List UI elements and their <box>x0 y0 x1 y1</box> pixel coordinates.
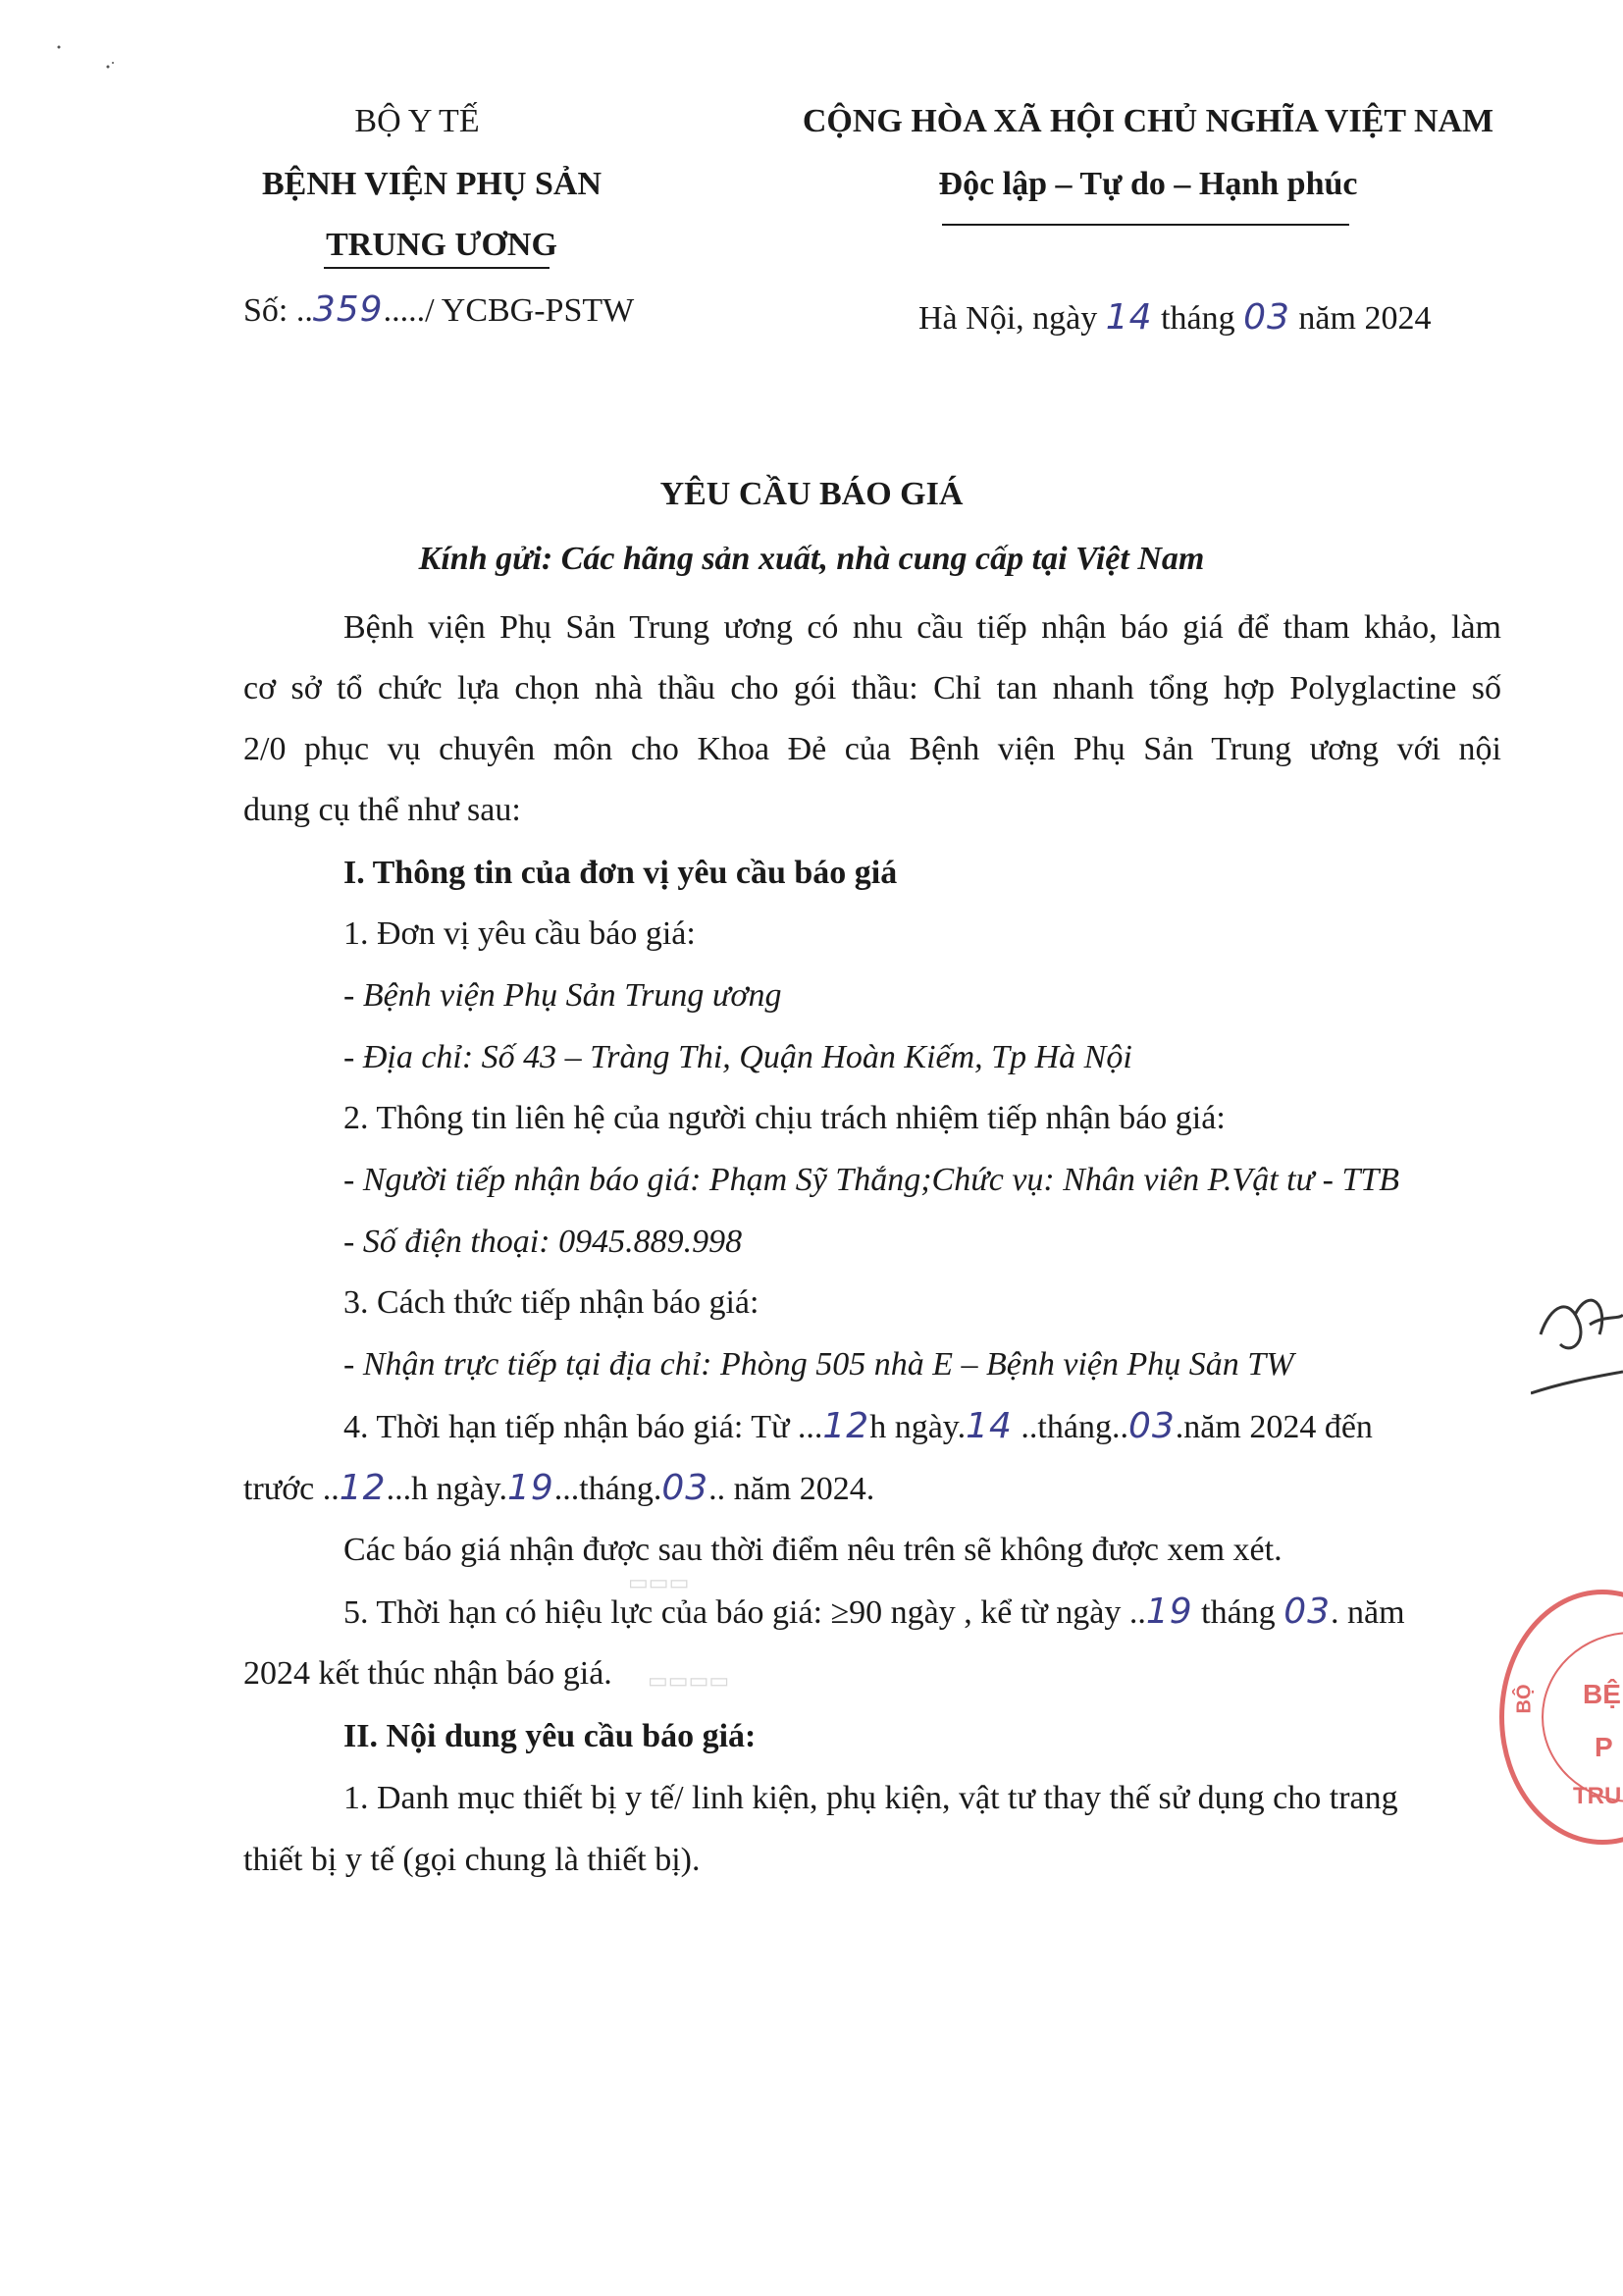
item4-text-2: h ngày. <box>869 1409 967 1445</box>
hospital-stamp <box>1499 1590 1623 1845</box>
document-number <box>243 290 634 331</box>
item5-text-3: . năm <box>1331 1594 1405 1631</box>
signature-mark <box>1531 1276 1623 1427</box>
section1-item4-line2 <box>243 1469 874 1509</box>
intro-line-1: Bệnh viện Phụ Sản Trung ương có nhu cầu tiếp nhận báo giá để tham khảo, làm <box>343 609 1501 646</box>
item5-text-1: 5. Thời hạn có hiệu lực của báo giá: ≥90 ngày , kể từ ngày .. <box>343 1594 1146 1631</box>
section2-item1-line1: 1. Danh mục thiết bị y tế/ linh kiện, phụ kiện, vật tư thay thế sử dụng cho trang <box>343 1780 1398 1816</box>
section1-item1-name: - Bệnh viện Phụ Sản Trung ương <box>343 977 782 1014</box>
item4-month-from: 03 <box>1127 1406 1176 1446</box>
stamp-text-top: BỆ <box>1583 1679 1621 1709</box>
item4-text-1: 4. Thời hạn tiếp nhận báo giá: Từ ... <box>343 1409 823 1445</box>
nation-motto: Độc lập – Tự do – Hạnh phúc <box>938 166 1358 202</box>
date-month: 03 <box>1243 297 1290 338</box>
item4-day-to: 19 <box>506 1468 554 1508</box>
document-date <box>918 298 1431 339</box>
number-handwritten: 359 <box>312 289 384 330</box>
section2-item1-line2: thiết bị y tế (gọi chung là thiết bị). <box>243 1842 701 1878</box>
number-prefix: Số: .. <box>243 292 313 329</box>
item4-month-to: 03 <box>661 1468 709 1508</box>
show-through-mark-2: ▭▭▭▭ <box>648 1668 730 1693</box>
hospital-name-line2: TRUNG ƯƠNG <box>326 227 557 263</box>
stamp-text-side: BỘ <box>1513 1684 1536 1714</box>
section1-item2: 2. Thông tin liên hệ của người chịu trách nhiệm tiếp nhận báo giá: <box>343 1100 1226 1136</box>
show-through-mark: ▭▭▭ <box>628 1570 690 1594</box>
item4-day-from: 14 <box>966 1406 1013 1446</box>
section2-heading: II. Nội dung yêu cầu báo giá: <box>343 1718 757 1754</box>
item4-text-8: .. năm 2024. <box>708 1471 875 1507</box>
section1-item2-person: - Người tiếp nhận báo giá: Phạm Sỹ Thắng;Chức vụ: Nhân viên P.Vật tư - TTB <box>343 1162 1400 1198</box>
item5-month: 03 <box>1283 1592 1331 1632</box>
section1-item1: 1. Đơn vị yêu cầu báo giá: <box>343 915 696 952</box>
item5-day: 19 <box>1145 1592 1193 1632</box>
section1-item3-method: - Nhận trực tiếp tại địa chỉ: Phòng 505 nhà E – Bệnh viện Phụ Sản TW <box>343 1346 1294 1383</box>
intro-line-2: cơ sở tổ chức lựa chọn nhà thầu cho gói thầu: Chỉ tan nhanh tổng hợp Polyglactine số <box>243 670 1501 706</box>
section1-item4-line1 <box>343 1407 1501 1447</box>
recipient-line: Kính gửi: Các hãng sản xuất, nhà cung cấp tại Việt Nam <box>418 541 1205 577</box>
item4-text-5: trước .. <box>243 1471 340 1507</box>
item4-text-6: ...h ngày. <box>386 1471 507 1507</box>
hospital-name-line1: BỆNH VIỆN PHỤ SẢN <box>261 166 602 202</box>
item4-text-3: ..tháng.. <box>1012 1409 1128 1445</box>
date-year: năm 2024 <box>1289 300 1432 337</box>
signature-stroke <box>1531 1276 1623 1423</box>
section1-item5-line2: 2024 kết thúc nhận báo giá. <box>243 1655 612 1692</box>
intro-line-4: dung cụ thể như sau: <box>243 792 521 828</box>
section1-heading: I. Thông tin của đơn vị yêu cầu báo giá <box>343 855 898 891</box>
section1-item4-note: Các báo giá nhận được sau thời điểm nêu trên sẽ không được xem xét. <box>343 1532 1283 1568</box>
nation-title: CỘNG HÒA XÃ HỘI CHỦ NGHĨA VIỆT NAM <box>802 103 1494 139</box>
item4-hour-to: 12 <box>339 1468 387 1508</box>
motto-underline <box>942 224 1349 226</box>
item4-hour-from: 12 <box>822 1406 870 1446</box>
ministry-name: BỘ Y TẾ <box>354 103 480 139</box>
intro-line-3: 2/0 phục vụ chuyên môn cho Khoa Đẻ của Bệnh viện Phụ Sản Trung ương với nội <box>243 731 1501 767</box>
date-day: 14 <box>1105 297 1153 338</box>
item4-text-7: ...tháng. <box>553 1471 662 1507</box>
section1-item2-phone: - Số điện thoại: 0945.889.998 <box>343 1224 743 1260</box>
item4-text-4: .năm 2024 đến <box>1175 1409 1373 1445</box>
number-suffix: ...../ YCBG-PSTW <box>383 292 635 329</box>
section1-item5-line1 <box>343 1592 1405 1633</box>
stamp-inner-ring <box>1542 1632 1623 1802</box>
section1-item3: 3. Cách thức tiếp nhận báo giá: <box>343 1284 759 1321</box>
hospital-underline <box>324 267 550 269</box>
stamp-text-bottom: TRU <box>1573 1783 1622 1809</box>
stamp-text-mid: P <box>1595 1732 1613 1762</box>
date-month-label: tháng <box>1152 300 1244 337</box>
scan-specks <box>39 29 137 78</box>
section1-item1-address: - Địa chỉ: Số 43 – Tràng Thi, Quận Hoàn Kiếm, Tp Hà Nội <box>343 1039 1132 1075</box>
document-title: YÊU CẦU BÁO GIÁ <box>659 476 964 512</box>
date-prefix: Hà Nội, ngày <box>918 300 1106 337</box>
item5-text-2: tháng <box>1192 1594 1284 1631</box>
